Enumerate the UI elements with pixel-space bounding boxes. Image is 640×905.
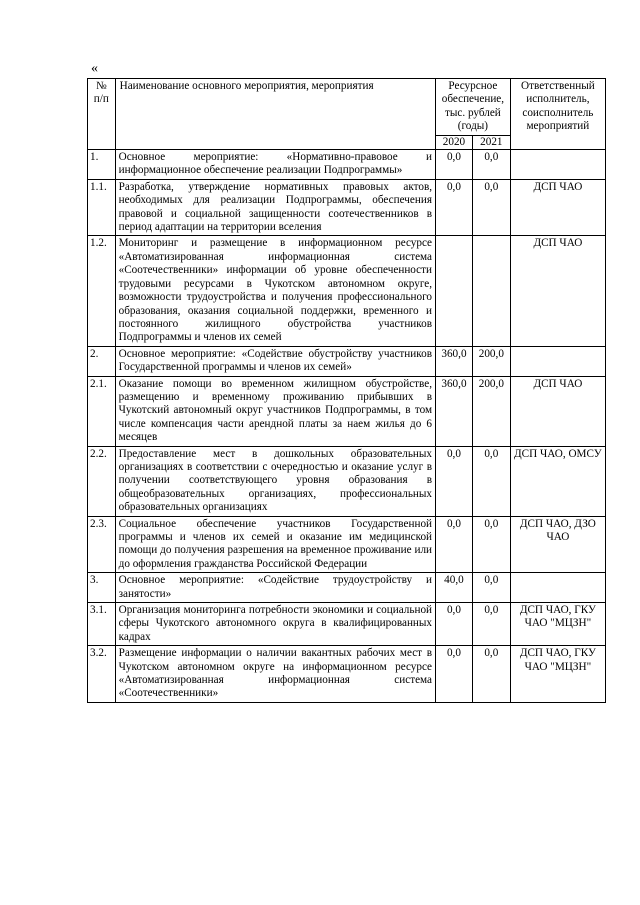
row-value-2020: 0,0: [436, 516, 473, 573]
table-body: [88, 150, 606, 703]
row-value-2020: [436, 236, 473, 346]
row-number: 1.: [88, 150, 116, 180]
header-year-2021: 2021: [472, 135, 510, 149]
row-number: 2.2.: [88, 446, 116, 516]
row-value-2021: [472, 236, 510, 346]
row-number: 3.2.: [88, 646, 116, 703]
row-name: Оказание помощи во временном жилищном обустройстве, размещению и временному проживанию прибывших в Чукотский автономный округ участников Подпрограммы, в том числе компенсация части арендной платы за наем жилья до 6 месяцев: [115, 376, 435, 446]
row-name: Мониторинг и размещение в информационном ресурсе «Автоматизированная информационная система «Соотечественники» информации об уровне обеспеченности трудовыми ресурсами в Чукотском автономном округе, возможности трудоустройства и получения профессионального образования, оказания социальной поддержки, временного и постоянного жилищного обустройства участников Подпрограммы и членов их семей: [115, 236, 435, 346]
row-value-2020: 360,0: [436, 376, 473, 446]
row-value-2021: 0,0: [472, 603, 510, 646]
row-responsible: ДСП ЧАО: [510, 179, 605, 236]
row-responsible: ДСП ЧАО: [510, 376, 605, 446]
row-value-2021: 0,0: [472, 446, 510, 516]
row-number: 1.2.: [88, 236, 116, 346]
row-responsible: [510, 346, 605, 376]
row-responsible: ДСП ЧАО, ДЗО ЧАО: [510, 516, 605, 573]
header-num: № п/п: [88, 79, 116, 150]
row-value-2021: 0,0: [472, 646, 510, 703]
table-row: [88, 346, 606, 376]
header-responsible: Ответственный исполнитель, соисполнитель мероприятий: [510, 79, 605, 150]
header-year-2020: 2020: [436, 135, 473, 149]
row-value-2020: 0,0: [436, 150, 473, 180]
row-value-2020: 0,0: [436, 179, 473, 236]
row-responsible: ДСП ЧАО: [510, 236, 605, 346]
row-name: Социальное обеспечение участников Государственной программы и членов их семей и оказание им медицинской помощи до получения разрешения на временное проживание или до оформления гражданства Российской Федерации: [115, 516, 435, 573]
row-responsible: [510, 150, 605, 180]
row-value-2020: 0,0: [436, 446, 473, 516]
program-measures-table: [87, 78, 606, 703]
row-value-2021: 200,0: [472, 376, 510, 446]
table-row: [88, 573, 606, 603]
row-number: 2.: [88, 346, 116, 376]
row-number: 2.1.: [88, 376, 116, 446]
row-value-2021: 200,0: [472, 346, 510, 376]
row-name: Предоставление мест в дошкольных образовательных организациях в соответствии с очередностью и оказание услуг в получении соответствующего уровня образования в общеобразовательных организациях, профессиональных образовательных организациях: [115, 446, 435, 516]
row-responsible: ДСП ЧАО, ОМСУ: [510, 446, 605, 516]
header-name: Наименование основного мероприятия, мероприятия: [115, 79, 435, 150]
row-value-2021: 0,0: [472, 573, 510, 603]
row-name: Основное мероприятие: «Содействие трудоустройству и занятости»: [115, 573, 435, 603]
row-responsible: ДСП ЧАО, ГКУ ЧАО "МЦЗН": [510, 646, 605, 703]
header-resource: Ресурсное обеспечение, тыс. рублей (годы): [436, 79, 511, 136]
row-value-2021: 0,0: [472, 516, 510, 573]
table-row: [88, 376, 606, 446]
row-responsible: ДСП ЧАО, ГКУ ЧАО "МЦЗН": [510, 603, 605, 646]
table-header-row: [88, 79, 606, 136]
row-number: 3.1.: [88, 603, 116, 646]
table-row: [88, 179, 606, 236]
table-row: [88, 646, 606, 703]
table-row: [88, 236, 606, 346]
row-name: Организация мониторинга потребности экономики и социальной сферы Чукотского автономного округа в квалифицированных кадрах: [115, 603, 435, 646]
row-value-2020: 0,0: [436, 603, 473, 646]
row-value-2020: 360,0: [436, 346, 473, 376]
row-number: 3.: [88, 573, 116, 603]
opening-quote: «: [91, 61, 98, 76]
row-value-2020: 40,0: [436, 573, 473, 603]
row-value-2020: 0,0: [436, 646, 473, 703]
table-row: [88, 150, 606, 180]
row-name: Размещение информации о наличии вакантных рабочих мест в Чукотском автономном округе на информационном ресурсе «Автоматизированная информационная система «Соотечественники»: [115, 646, 435, 703]
row-name: Основное мероприятие: «Содействие обустройству участников Государственной программы и членов их семей»: [115, 346, 435, 376]
table-row: [88, 603, 606, 646]
table-row: [88, 446, 606, 516]
row-name: Основное мероприятие: «Нормативно-правовое и информационное обеспечение реализации Подпрограммы»: [115, 150, 435, 180]
row-number: 2.3.: [88, 516, 116, 573]
row-value-2021: 0,0: [472, 179, 510, 236]
row-value-2021: 0,0: [472, 150, 510, 180]
row-responsible: [510, 573, 605, 603]
table-row: [88, 516, 606, 573]
row-name: Разработка, утверждение нормативных правовых актов, необходимых для реализации Подпрограммы, обеспечения правовой и социальной защищенности соотечественников в период адаптации на территории вселения: [115, 179, 435, 236]
row-number: 1.1.: [88, 179, 116, 236]
